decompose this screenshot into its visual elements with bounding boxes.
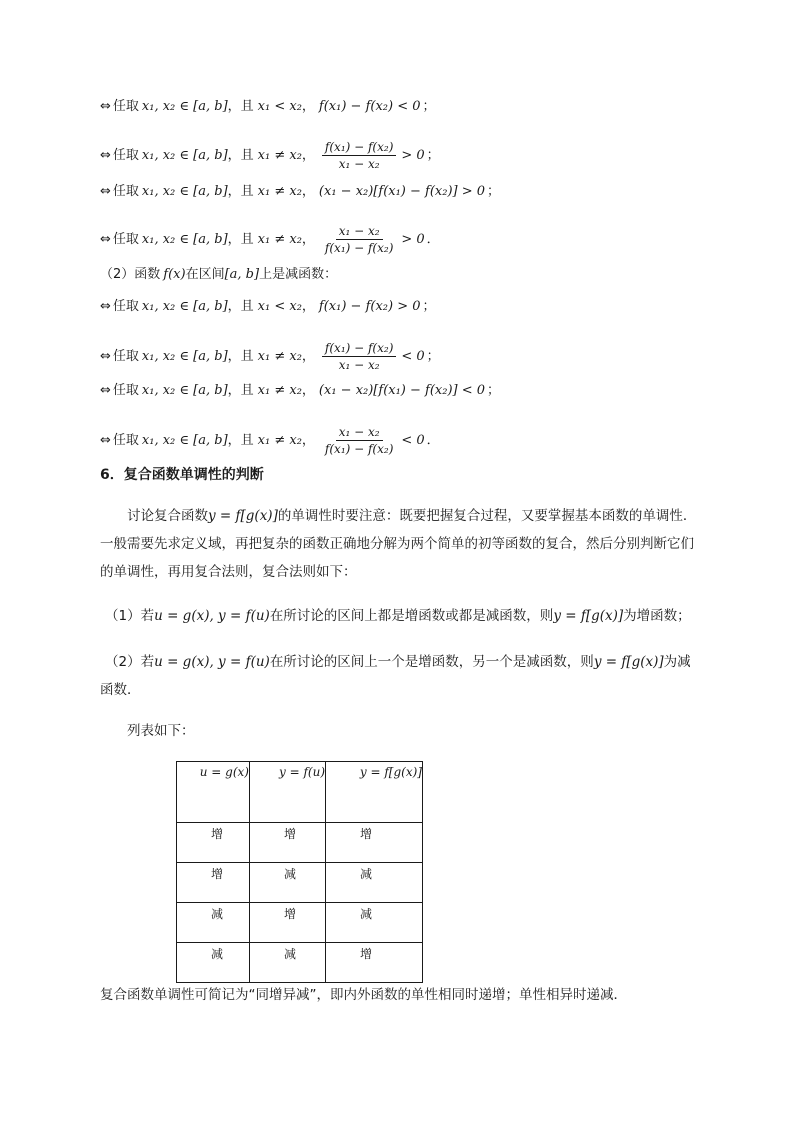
table-cell: 增 [211,827,224,841]
table-row [177,863,423,903]
table-row [177,823,423,863]
fraction: $\frac{\text{x₁ − x₂}}{\text{f(x₁) − f(x₂)}}$ [324,224,394,255]
fraction: $\frac{\text{x₁ − x₂}}{\text{f(x₁) − f(x₂)}}$ [324,425,394,456]
equivalence-arrow-icon: ⇔ [100,231,111,247]
equivalence-arrow-icon: ⇔ [100,299,111,314]
equivalence-line: ⇔ 任取 x₁, x₂ ∈ [a, b] ，且 x₁ < x₂ ， f(x₁) − f(x₂) < 0 ； [100,99,436,114]
table-cell: 减 [284,947,297,961]
rule-2: （2）若u = g(x), y = f(u)在所讨论的区间上一个是增函数，另一个是减函数，则y = f[g(x)]为减函数． [100,654,691,698]
table-cell: 增 [284,907,297,921]
table-row [177,903,423,943]
table-header-row [177,762,423,823]
equivalence-arrow-icon: ⇔ [100,99,111,114]
table-cell: 减 [284,867,297,881]
fraction: $\frac{\text{f(x₁) − f(x₂)}}{\text{x₁ − x₂}}$ [322,340,396,373]
table-cell: 减 [211,907,224,921]
table-header: y = f[g(x)] [359,765,422,779]
equivalence-line: ⇔ 任取 x₁, x₂ ∈ [a, b] ，且 x₁ ≠ x₂ ， $\frac{\text{x₁ − x₂}}{\text{f(x₁) − f(x₂)}}$ > 0 ． [100,224,440,255]
table-cell: 减 [211,947,224,961]
table-cell: 减 [360,907,373,921]
equivalence-line: ⇔ 任取 x₁, x₂ ∈ [a, b] ，且 x₁ ≠ x₂ ， $\frac{\text{x₁ − x₂}}{\text{f(x₁) − f(x₂)}}$ < 0 ． [100,425,440,456]
table-cell: 增 [211,867,224,881]
summary-line: 复合函数单调性可简记为“同增异减”，即内外函数的单性相同时递增；单性相异时递减． [100,987,627,1003]
decreasing-heading: （2）函数 f(x) 在区间 [a, b] 上是减函数： [100,267,338,282]
equivalence-line: ⇔ 任取 x₁, x₂ ∈ [a, b] ，且 x₁ ≠ x₂ ， $\frac{\text{f(x₁) − f(x₂)}}{\text{x₁ − x₂}}$ > 0 ； [100,140,440,171]
equivalence-arrow-icon: ⇔ [100,184,111,199]
list-label: 列表如下： [127,723,195,739]
equivalence-arrow-icon: ⇔ [100,383,111,398]
table-cell: 增 [284,827,297,841]
table-cell: 减 [360,867,373,881]
table-cell: 增 [360,827,373,841]
equivalence-arrow-icon: ⇔ [100,432,111,448]
composite-monotonic-table [176,761,423,983]
table-row [177,943,423,983]
equivalence-line: ⇔ 任取 x₁, x₂ ∈ [a, b] ，且 x₁ ≠ x₂ ， (x₁ − x₂)[f(x₁) − f(x₂)] > 0 ； [100,184,501,199]
fraction: $\frac{\text{f(x₁) − f(x₂)}}{\text{x₁ − x₂}}$ [322,139,396,172]
equivalence-arrow-icon: ⇔ [100,348,111,364]
section-heading-6: 6．复合函数单调性的判断 [100,467,264,483]
composite-formula: y = f[g(x)] [208,508,278,524]
equivalence-arrow-icon: ⇔ [100,147,111,163]
equivalence-line: ⇔ 任取 x₁, x₂ ∈ [a, b] ，且 x₁ < x₂ ， f(x₁) − f(x₂) > 0 ； [100,299,436,314]
table-cell: 增 [360,947,373,961]
composite-intro-paragraph: 讨论复合函数y = f[g(x)]的单调性时要注意：既要把握复合过程，又要掌握基本函数的单调性．一般需要先求定义域，再把复杂的函数正确地分解为两个简单的初等函数的复合，然后分别判断它们的单调性，再用复合法则，复合法则如下： [100,508,697,580]
equivalence-line: ⇔ 任取 x₁, x₂ ∈ [a, b] ，且 x₁ ≠ x₂ ， (x₁ − x₂)[f(x₁) − f(x₂)] < 0 ； [100,383,501,398]
rule-1: （1）若u = g(x), y = f(u)在所讨论的区间上都是增函数或都是减函数，则y = f[g(x)]为增函数； [105,608,691,624]
table-header: y = f(u) [279,765,325,779]
table-header: u = g(x) [199,765,249,779]
equivalence-line: ⇔ 任取 x₁, x₂ ∈ [a, b] ，且 x₁ ≠ x₂ ， $\frac{\text{f(x₁) − f(x₂)}}{\text{x₁ − x₂}}$ < 0 ； [100,341,440,372]
